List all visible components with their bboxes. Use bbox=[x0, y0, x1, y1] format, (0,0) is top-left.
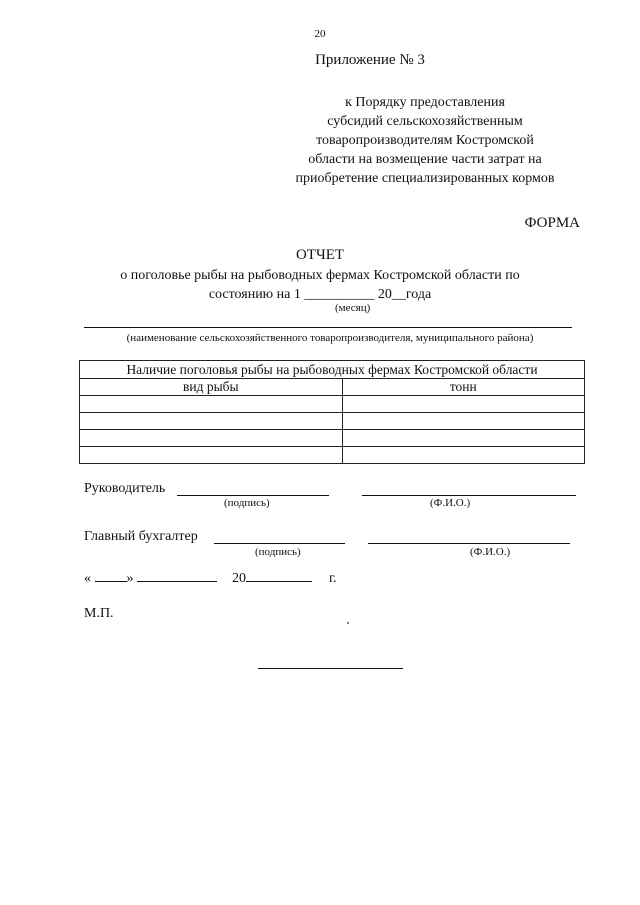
appendix-description-line: области на возмещение части затрат на bbox=[308, 152, 542, 167]
table-row bbox=[80, 430, 585, 447]
chief-accountant-label: Главный бухгалтер bbox=[84, 529, 198, 544]
table-row bbox=[80, 396, 585, 413]
month-hint: (месяц) bbox=[335, 302, 371, 314]
column-header-tons: тонн bbox=[342, 379, 584, 396]
accountant-signature-hint: (подпись) bbox=[255, 546, 301, 558]
scan-dot bbox=[347, 622, 349, 624]
appendix-description-line: товаропроизводителям Костромской bbox=[316, 133, 534, 148]
report-title: ОТЧЕТ bbox=[295, 247, 345, 263]
table-row bbox=[80, 413, 585, 430]
accountant-name-line[interactable] bbox=[368, 543, 570, 544]
table-cell[interactable] bbox=[342, 413, 584, 430]
stamp-label: М.П. bbox=[84, 606, 114, 621]
report-subtitle bbox=[0, 266, 640, 304]
report-subtitle-line: состоянию на 1 __________ 20__года bbox=[208, 287, 432, 302]
head-signature-line[interactable] bbox=[177, 495, 329, 496]
table-title: Наличие поголовья рыбы на рыбоводных фермах Костромской области bbox=[80, 361, 585, 379]
page-number: 20 bbox=[314, 28, 326, 40]
head-label: Руководитель bbox=[84, 481, 166, 496]
appendix-description-line: к Порядку предоставления bbox=[345, 95, 505, 110]
footer-separator bbox=[258, 668, 403, 669]
date-row bbox=[84, 571, 337, 587]
head-name-line[interactable] bbox=[362, 495, 576, 496]
fish-stock-table bbox=[79, 360, 585, 464]
appendix-title: Приложение № 3 bbox=[315, 52, 425, 68]
table-row bbox=[80, 447, 585, 464]
accountant-signature-line[interactable] bbox=[214, 543, 345, 544]
report-subtitle-line: о поголовье рыбы на рыбоводных фермах Костромской области по bbox=[120, 268, 520, 283]
date-close-quote: » bbox=[126, 571, 134, 586]
table-cell[interactable] bbox=[80, 447, 343, 464]
appendix-description-line: приобретение специализированных кормов bbox=[295, 171, 555, 186]
accountant-name-hint: (Ф.И.О.) bbox=[470, 546, 511, 558]
date-month-line[interactable] bbox=[137, 581, 217, 582]
table-cell[interactable] bbox=[342, 396, 584, 413]
table-header-row bbox=[80, 379, 585, 396]
date-year-suffix: г. bbox=[329, 571, 337, 586]
table-title-row bbox=[80, 361, 585, 379]
form-label: ФОРМА bbox=[524, 215, 580, 231]
appendix-description-line: субсидий сельскохозяйственным bbox=[327, 114, 523, 129]
table-cell[interactable] bbox=[342, 430, 584, 447]
date-year-line[interactable] bbox=[246, 581, 312, 582]
table-cell[interactable] bbox=[80, 413, 343, 430]
date-open-quote: « bbox=[84, 571, 91, 586]
date-year-prefix: 20 bbox=[232, 571, 246, 586]
table-cell[interactable] bbox=[342, 447, 584, 464]
appendix-description bbox=[260, 93, 590, 188]
producer-name-line[interactable] bbox=[84, 327, 572, 328]
date-day-line[interactable] bbox=[95, 581, 127, 582]
table-cell[interactable] bbox=[80, 396, 343, 413]
producer-name-hint: (наименование сельскохозяйственного товаропроизводителя, муниципального района) bbox=[126, 332, 534, 344]
table-cell[interactable] bbox=[80, 430, 343, 447]
head-name-hint: (Ф.И.О.) bbox=[430, 497, 471, 509]
column-header-fish-type: вид рыбы bbox=[80, 379, 343, 396]
head-signature-hint: (подпись) bbox=[224, 497, 270, 509]
